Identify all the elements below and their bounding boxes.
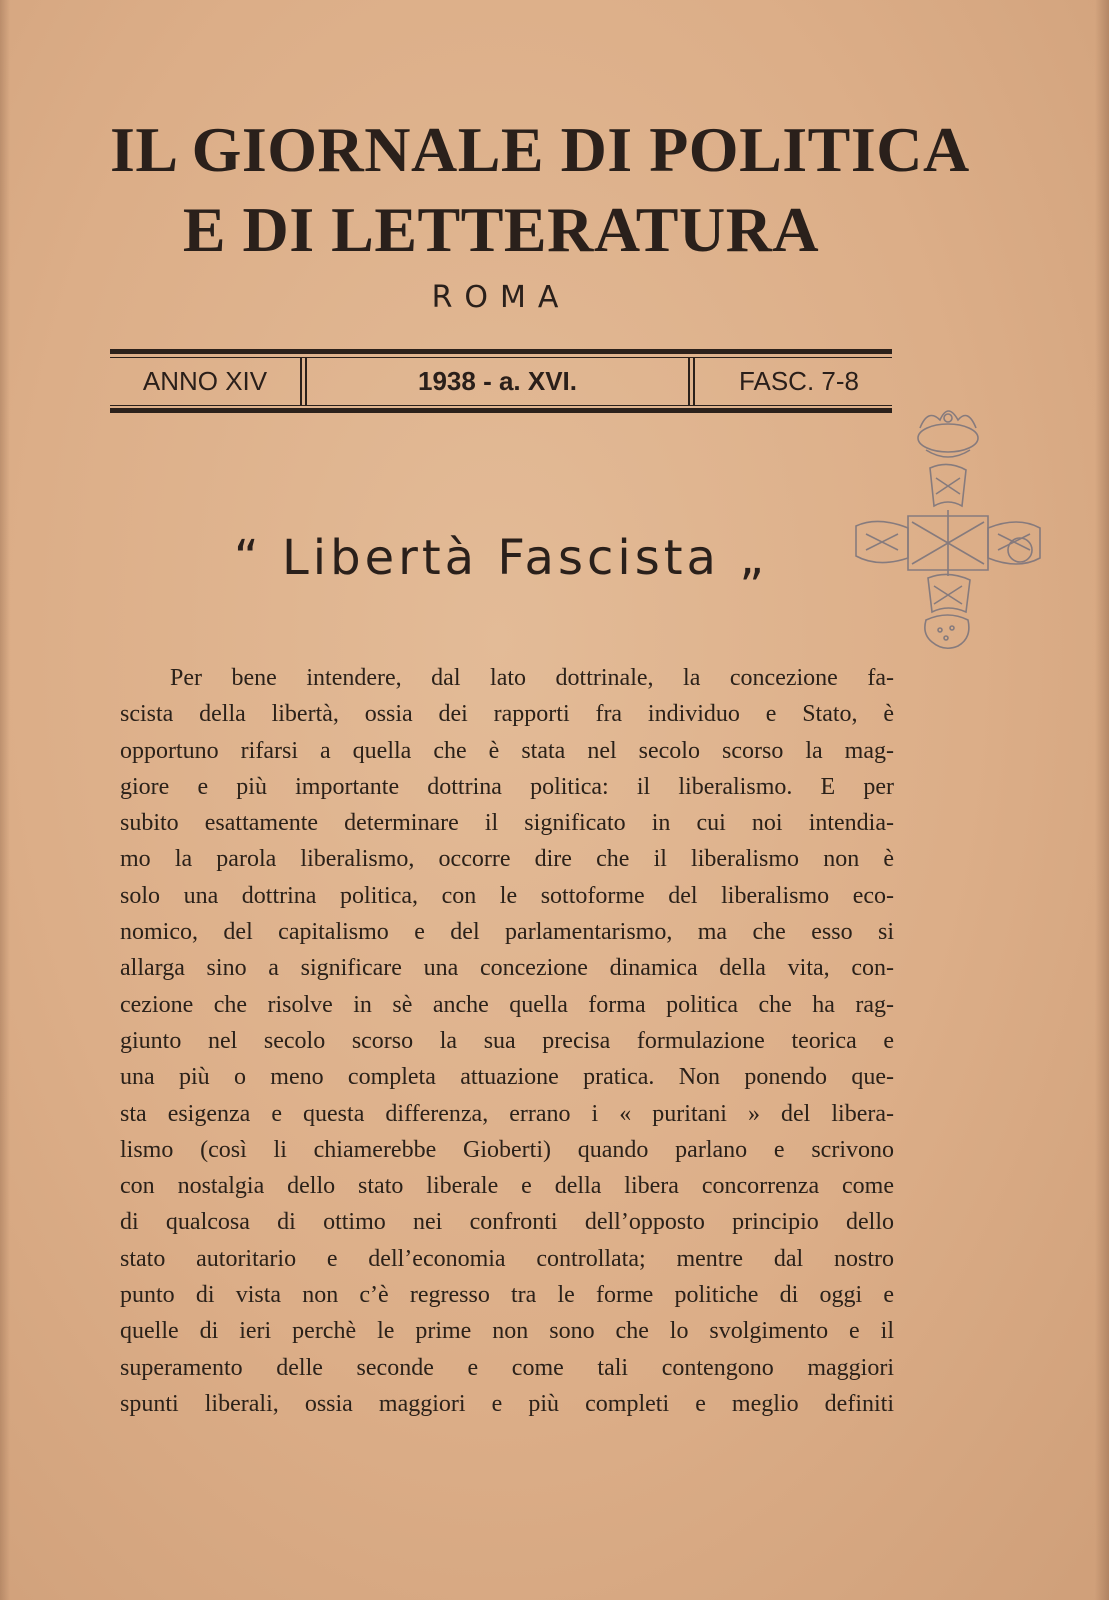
body-line: cezione che risolve in sè anche quella forma politica che ha rag- <box>120 991 894 1018</box>
body-line: nomico, del capitalismo e del parlamentarismo, ma che esso si <box>120 919 894 946</box>
article-title: “ Libertà Fascista „ <box>233 530 769 586</box>
rule-bottom-thick <box>110 408 892 413</box>
issue-info-bar <box>110 349 892 413</box>
body-line: quelle di ieri perchè le prime non sono che lo svolgimento e il <box>120 1318 894 1345</box>
issue-year: 1938 - a. XVI. <box>418 366 577 396</box>
divider-1 <box>300 358 302 405</box>
rule-top-thick <box>110 349 892 354</box>
article-body <box>120 660 894 1422</box>
body-line: scista della libertà, ossia dei rapporti fra individuo e Stato, è <box>120 701 894 728</box>
body-line: lismo (così li chiamerebbe Gioberti) quando parlano e scrivono <box>120 1136 894 1163</box>
library-stamp-icon <box>848 398 1048 658</box>
body-line: giore e più importante dottrina politica: il liberalismo. E per <box>120 773 894 800</box>
body-line: solo una dottrina politica, con le sottoforme del liberalismo eco- <box>120 882 894 909</box>
body-line: allarga sino a significare una concezione dinamica della vita, con- <box>120 955 894 982</box>
body-line: opportuno rifarsi a quella che è stata nel secolo scorso la mag- <box>120 737 894 764</box>
journal-city: ROMA <box>431 280 571 315</box>
body-line: stato autoritario e dell’economia controllata; mentre dal nostro <box>120 1245 894 1272</box>
divider-2b <box>693 358 695 405</box>
divider-2 <box>688 358 690 405</box>
masthead <box>110 110 970 315</box>
body-line: mo la parola liberalismo, occorre dire che il liberalismo non è <box>120 846 894 873</box>
body-line: Per bene intendere, dal lato dottrinale, la concezione fa- <box>170 665 894 691</box>
body-line: superamento delle seconde e come tali contengono maggiori <box>120 1354 894 1381</box>
body-line: punto di vista non c’è regresso tra le forme politiche di oggi e <box>120 1282 894 1309</box>
journal-title-line-2: E DI LETTERATURA <box>182 194 820 265</box>
body-line: una più o meno completa attuazione pratica. Non ponendo que- <box>120 1064 894 1091</box>
body-line: giunto nel secolo scorso la sua precisa formulazione teorica e <box>120 1027 894 1054</box>
rule-bottom-thin <box>110 405 892 406</box>
body-line: subito esattamente determinare il significato in cui noi intendia- <box>120 810 894 837</box>
issue-fascicolo: FASC. 7-8 <box>739 366 859 396</box>
issue-anno: ANNO XIV <box>142 366 268 396</box>
body-line: spunti liberali, ossia maggiori e più completi e meglio definiti <box>120 1390 894 1417</box>
page-edge-left <box>0 0 10 1600</box>
body-line: con nostalgia dello stato liberale e della libera concorrenza come <box>120 1173 894 1200</box>
body-line: di qualcosa di ottimo nei confronti dell’opposto principio dello <box>120 1209 894 1236</box>
body-line: sta esigenza e questa differenza, errano i « puritani » del libera- <box>120 1100 894 1127</box>
page-edge-right <box>1095 0 1109 1600</box>
journal-title-line-1: IL GIORNALE DI POLITICA <box>110 114 970 185</box>
